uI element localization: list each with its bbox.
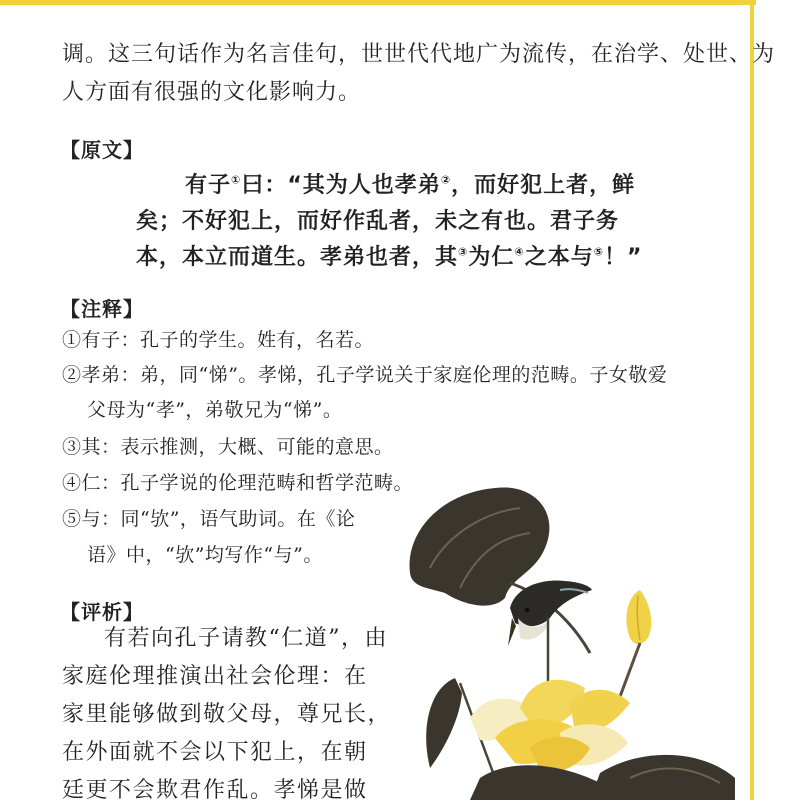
- intro-line-1: 调。这三句话作为名言佳句，世世代代地广为流传，在治学、处世、为: [62, 42, 776, 67]
- lotus-leaf-bottom: [470, 755, 735, 800]
- footnote-marker: ②: [440, 173, 452, 187]
- analysis-line-3: 家里能够做到敬父母，尊兄长，: [62, 702, 392, 727]
- yuanwen-heading: 【原文】: [60, 138, 144, 162]
- original-line-3: [136, 240, 643, 271]
- note-2-continued: 父母为“孝”，弟敬兄为“悌”。: [87, 399, 343, 421]
- lotus-painting-illustration: [400, 478, 740, 800]
- footnote-marker: ⑤: [593, 245, 605, 259]
- right-border: [750, 0, 754, 800]
- top-border: [0, 0, 756, 5]
- analysis-line-5: 廷更不会欺君作乱。孝悌是做: [62, 778, 368, 803]
- lotus-flower: [470, 680, 630, 772]
- lotus-leaf-top: [410, 487, 590, 653]
- footnote-marker: ④: [514, 245, 525, 259]
- original-text: 本，本立而道生。孝弟也者，其: [136, 245, 459, 270]
- original-text: 曰：“其为人也孝弟: [241, 173, 441, 198]
- original-line-2: 矣；不好犯上，而好作乱者，未之有也。君子务: [136, 209, 620, 234]
- original-text: 有子: [185, 173, 232, 198]
- intro-line-2: 人方面有很强的文化影响力。: [62, 80, 362, 105]
- footnote-marker: ③: [458, 245, 469, 259]
- analysis-line-1: 有若向孔子请教“仁道”，由: [104, 626, 388, 651]
- zhushi-heading: 【注释】: [60, 297, 144, 321]
- note-2: ②孝弟：弟，同“悌”。孝悌，孔子学说关于家庭伦理的范畴。子女敬爱: [62, 364, 668, 386]
- note-5: ⑤与：同“欤”，语气助词。在《论: [62, 508, 356, 530]
- note-5-continued: 语》中，“欤”均写作“与”。: [87, 544, 323, 566]
- kingfisher-bird: [508, 580, 592, 698]
- original-text: ，而好犯上者，鲜: [451, 173, 636, 198]
- original-line-1: [185, 168, 635, 199]
- analysis-line-2: 家庭伦理推演出社会伦理：在: [62, 664, 368, 689]
- pingxi-heading: 【评析】: [60, 600, 144, 624]
- note-1: ①有子：孔子的学生。姓有，名若。: [62, 329, 375, 351]
- footnote-marker: ①: [231, 173, 242, 187]
- note-4: ④仁：孔子学说的伦理范畴和哲学范畴。: [62, 472, 414, 494]
- note-3: ③其：表示推测，大概、可能的意思。: [62, 436, 394, 458]
- original-text: ！”: [604, 245, 643, 270]
- original-text: 之本与: [524, 245, 594, 270]
- analysis-line-4: 在外面就不会以下犯上，在朝: [62, 740, 368, 765]
- original-text: 为仁: [468, 245, 515, 270]
